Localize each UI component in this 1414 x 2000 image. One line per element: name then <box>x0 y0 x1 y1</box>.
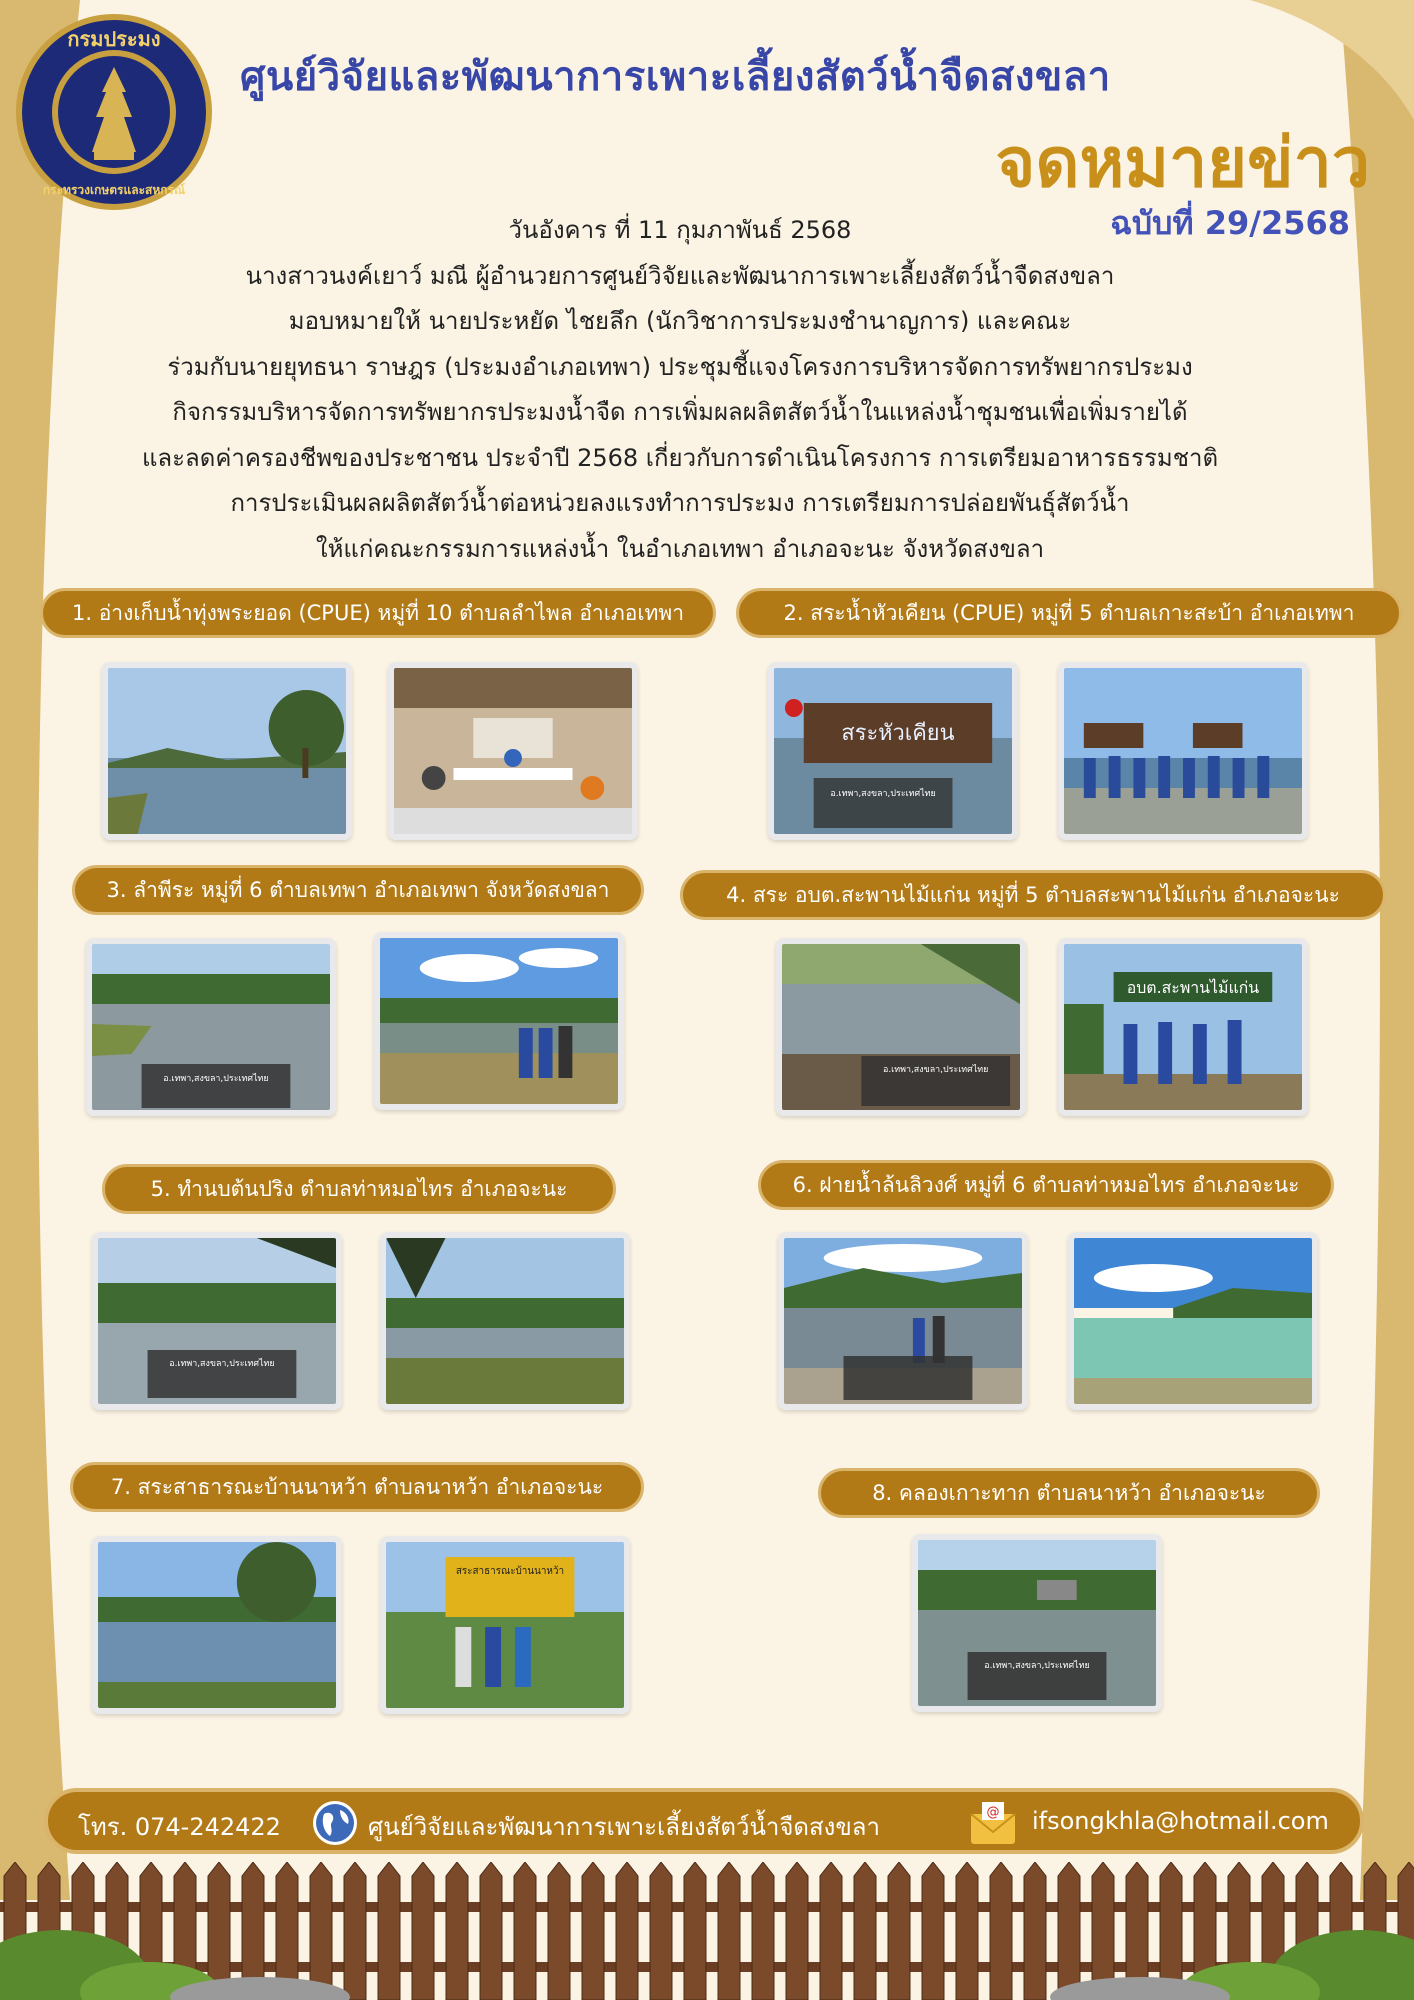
fence-picket <box>412 1862 434 2000</box>
footer-contact-bar <box>44 1788 1364 1854</box>
fence-picket <box>480 1862 502 2000</box>
fence-picket <box>582 1862 604 2000</box>
gps-caption: อ.เทพา,สงขลา,ประเทศไทย <box>882 1064 989 1076</box>
photo-reservoir-view <box>102 662 352 840</box>
fence-picket <box>820 1862 842 2000</box>
sign-text: อบต.สะพานไม้แก่น <box>1126 977 1260 998</box>
fence-picket <box>616 1862 638 2000</box>
fence-picket <box>344 1862 366 2000</box>
fence-picket <box>514 1862 536 2000</box>
section-label-2: 2. สระน้ำหัวเคียน (CPUE) หมู่ที่ 5 ตำบลเกาะสะบ้า อำเภอเทพา <box>736 588 1402 638</box>
fence-picket <box>310 1862 332 2000</box>
footer-organization: ศูนย์วิจัยและพัฒนาการเพาะเลี้ยงสัตว์น้ำจืดสงขลา <box>368 1813 880 1841</box>
fence-picket <box>922 1862 944 2000</box>
svg-text:กรมประมง: กรมประมง <box>67 27 161 51</box>
section-label-1: 1. อ่างเก็บน้ำทุ่งพระยอด (CPUE) หมู่ที่ 10 ตำบลลำไพล อำเภอเทพา <box>40 588 716 638</box>
fence-picket <box>990 1862 1012 2000</box>
sign-text: สระสาธารณะบ้านนาหว้า <box>455 1565 565 1578</box>
fence-picket <box>786 1862 808 2000</box>
photo-public-pond-view <box>92 1536 342 1714</box>
phone-number: โทร. 074-242422 <box>78 1813 281 1841</box>
section-label-3: 3. ลำพีระ หมู่ที่ 6 ตำบลเทพา อำเภอเทพา จังหวัดสงขลา <box>72 865 644 915</box>
fence-picket <box>1058 1862 1080 2000</box>
fence-picket <box>378 1862 400 2000</box>
fence-picket <box>854 1862 876 2000</box>
mail-icon <box>968 1800 1018 1846</box>
photo-dam-view <box>380 1232 630 1410</box>
issue-number: ฉบับที่ 29/2568 <box>1110 204 1350 242</box>
fence-picket <box>650 1862 672 2000</box>
photo-stream-gps <box>86 938 336 1116</box>
gps-caption: อ.เทพา,สงขลา,ประเทศไทย <box>984 1660 1090 1672</box>
fence-picket <box>548 1862 570 2000</box>
svg-text:@: @ <box>986 1805 1000 1820</box>
fence-picket <box>956 1862 978 2000</box>
fence-decoration <box>0 1862 1414 2000</box>
fence-picket <box>752 1862 774 2000</box>
section-label-7: 7. สระสาธารณะบ้านนาหว้า ตำบลนาหว้า อำเภอจะนะ <box>70 1462 644 1512</box>
section-label-8: 8. คลองเกาะทาก ตำบลนาหว้า อำเภอจะนะ <box>818 1468 1320 1518</box>
organization-title: ศูนย์วิจัยและพัฒนาการเพาะเลี้ยงสัตว์น้ำจืดสงขลา <box>240 54 1111 100</box>
body-line: และลดค่าครองชีพของประชาชน ประจำปี 2568 เกี่ยวกับการดำเนินโครงการ การเตรียมอาหารธรรมชาติ <box>141 443 1219 472</box>
email-address[interactable]: ifsongkhla@hotmail.com <box>1032 1807 1329 1835</box>
body-line: นางสาวนงค์เยาว์ มณี ผู้อำนวยการศูนย์วิจัยและพัฒนาการเพาะเลี้ยงสัตว์น้ำจืดสงขลา <box>245 261 1115 290</box>
photo-pond-dock <box>776 938 1026 1116</box>
body-line: ให้แก่คณะกรรมการแหล่งน้ำ ในอำเภอเทพา อำเภอจะนะ จังหวัดสงขลา <box>315 534 1045 563</box>
department-logo <box>14 12 214 212</box>
body-line: วันอังคาร ที่ 11 กุมภาพันธ์ 2568 <box>508 216 852 244</box>
photo-canal-gps <box>912 1534 1162 1712</box>
sign-text: สระหัวเคียน <box>841 720 955 747</box>
photo-weir-view <box>1068 1232 1318 1410</box>
news-body <box>90 208 1270 572</box>
fence-picket <box>446 1862 468 2000</box>
body-line: มอบหมายให้ นายประหยัด ไชยลึก (นักวิชาการประมงชำนาญการ) และคณะ <box>288 307 1072 335</box>
photo-group-at-sign <box>1058 938 1308 1116</box>
gps-caption: อ.เทพา,สงขลา,ประเทศไทย <box>830 788 936 800</box>
body-line: การประเมินผลผลิตสัตว์น้ำต่อหน่วยลงแรงทำการประมง การเตรียมการปล่อยพันธุ์สัตว์น้ำ <box>230 489 1130 517</box>
photo-meeting <box>388 662 638 840</box>
photo-dam-gps <box>92 1232 342 1410</box>
newsletter-title: จดหมายข่าว <box>995 124 1370 203</box>
fence-picket <box>718 1862 740 2000</box>
body-line: ร่วมกับนายยุทธนา ราษฎร (ประมงอำเภอเทพา) ประชุมชี้แจงโครงการบริหารจัดการทรัพยากรประมง <box>167 352 1193 381</box>
fence-picket <box>1024 1862 1046 2000</box>
svg-text:กระทรวงเกษตรและสหกรณ์: กระทรวงเกษตรและสหกรณ์ <box>42 183 186 197</box>
photo-pond-sign <box>768 662 1018 840</box>
section-label-4: 4. สระ อบต.สะพานไม้แก่น หมู่ที่ 5 ตำบลสะพานไม้แก่น อำเภอจะนะ <box>680 870 1386 920</box>
gps-caption: อ.เทพา,สงขลา,ประเทศไทย <box>169 1358 275 1370</box>
body-line: กิจกรรมบริหารจัดการทรัพยากรประมงน้ำจืด การเพิ่มผลผลิตสัตว์น้ำในแหล่งน้ำชุมชนเพื่อเพิ่มรายได้ <box>172 398 1188 426</box>
photo-staff-by-stream <box>374 932 624 1110</box>
photo-group-at-pond <box>1058 662 1308 840</box>
section-label-5: 5. ทำนบต้นปริง ตำบลท่าหมอไทร อำเภอจะนะ <box>102 1164 616 1214</box>
gps-caption: อ.เทพา,สงขลา,ประเทศไทย <box>163 1073 269 1085</box>
fence-picket <box>684 1862 706 2000</box>
globe-icon <box>312 1800 358 1846</box>
photo-public-pond-sign <box>380 1536 630 1714</box>
fence-picket <box>888 1862 910 2000</box>
section-label-6: 6. ฝายน้ำล้นลิวงศ์ หมู่ที่ 6 ตำบลท่าหมอไทร อำเภอจะนะ <box>758 1160 1334 1210</box>
photo-weir-staff <box>778 1232 1028 1410</box>
